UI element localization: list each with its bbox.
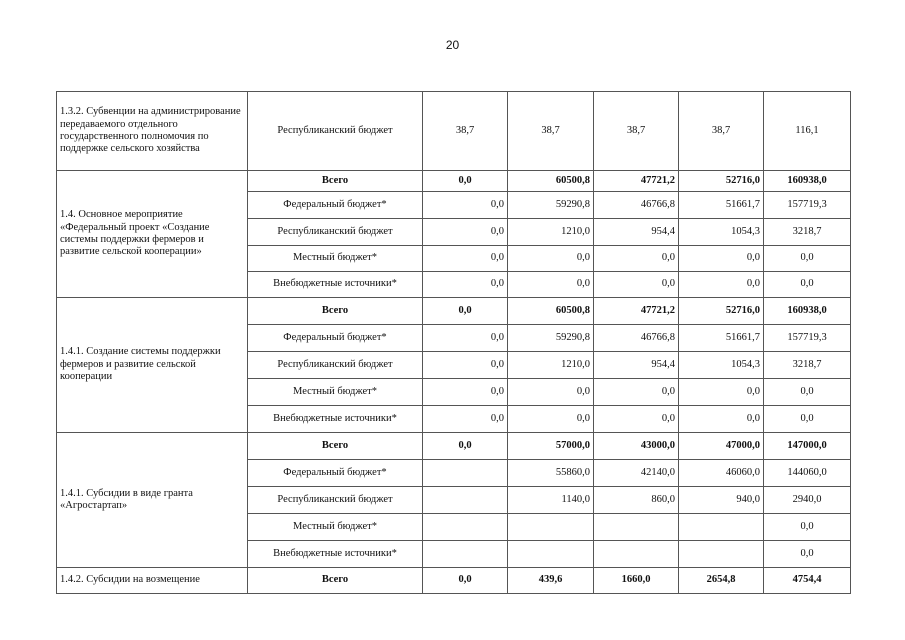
value-cell: 157719,3 [764, 325, 851, 352]
funding-source: Всего [248, 298, 423, 325]
funding-source: Республиканский бюджет [248, 219, 423, 246]
funding-source: Всего [248, 568, 423, 594]
value-cell: 0,0 [423, 568, 508, 594]
value-cell: 0,0 [679, 246, 764, 272]
value-cell: 3218,7 [764, 219, 851, 246]
value-cell: 0,0 [508, 246, 594, 272]
value-cell: 60500,8 [508, 171, 594, 192]
value-cell: 60500,8 [508, 298, 594, 325]
funding-source: Местный бюджет* [248, 514, 423, 541]
measure-name: 1.4.1. Субсидии в виде гранта «Агростартап» [57, 433, 248, 568]
value-cell: 0,0 [423, 352, 508, 379]
value-cell: 51661,7 [679, 325, 764, 352]
value-cell: 57000,0 [508, 433, 594, 460]
value-cell: 2940,0 [764, 487, 851, 514]
value-cell [594, 514, 679, 541]
value-cell: 116,1 [764, 92, 851, 171]
value-cell: 0,0 [423, 272, 508, 298]
measure-name: 1.4.2. Субсидии на возмещение [57, 568, 248, 594]
value-cell: 0,0 [764, 272, 851, 298]
budget-table [56, 91, 851, 594]
value-cell [423, 541, 508, 568]
value-cell: 47000,0 [679, 433, 764, 460]
funding-source: Местный бюджет* [248, 246, 423, 272]
value-cell: 1054,3 [679, 352, 764, 379]
value-cell [423, 514, 508, 541]
measure-name: 1.4.1. Создание системы поддержки фермеров и развитие сельской кооперации [57, 298, 248, 433]
value-cell: 52716,0 [679, 171, 764, 192]
funding-source: Всего [248, 171, 423, 192]
value-cell: 0,0 [679, 406, 764, 433]
value-cell [594, 541, 679, 568]
value-cell: 0,0 [423, 325, 508, 352]
measure-name: 1.3.2. Субвенции на администрирование передаваемого отдельного государственного полномочия по поддержке сельского хозяйства [57, 92, 248, 171]
value-cell: 0,0 [508, 379, 594, 406]
funding-source: Республиканский бюджет [248, 487, 423, 514]
funding-source: Всего [248, 433, 423, 460]
page-number: 20 [445, 38, 460, 52]
value-cell: 2654,8 [679, 568, 764, 594]
value-cell: 0,0 [679, 379, 764, 406]
value-cell: 38,7 [679, 92, 764, 171]
value-cell: 0,0 [764, 246, 851, 272]
value-cell: 157719,3 [764, 192, 851, 219]
value-cell: 0,0 [764, 541, 851, 568]
funding-source: Федеральный бюджет* [248, 192, 423, 219]
value-cell: 1210,0 [508, 219, 594, 246]
value-cell: 47721,2 [594, 171, 679, 192]
value-cell: 0,0 [594, 246, 679, 272]
value-cell: 1660,0 [594, 568, 679, 594]
value-cell [508, 514, 594, 541]
funding-source: Местный бюджет* [248, 379, 423, 406]
value-cell: 0,0 [764, 514, 851, 541]
value-cell: 0,0 [423, 406, 508, 433]
value-cell: 47721,2 [594, 298, 679, 325]
value-cell: 0,0 [423, 219, 508, 246]
value-cell: 43000,0 [594, 433, 679, 460]
value-cell: 1210,0 [508, 352, 594, 379]
value-cell: 144060,0 [764, 460, 851, 487]
value-cell: 439,6 [508, 568, 594, 594]
funding-source: Федеральный бюджет* [248, 325, 423, 352]
value-cell: 147000,0 [764, 433, 851, 460]
value-cell: 160938,0 [764, 171, 851, 192]
value-cell: 0,0 [764, 379, 851, 406]
value-cell: 59290,8 [508, 325, 594, 352]
value-cell: 1054,3 [679, 219, 764, 246]
value-cell: 59290,8 [508, 192, 594, 219]
table-row [57, 568, 851, 594]
funding-source: Внебюджетные источники* [248, 406, 423, 433]
value-cell: 46060,0 [679, 460, 764, 487]
funding-source: Республиканский бюджет [248, 92, 423, 171]
value-cell: 0,0 [764, 406, 851, 433]
value-cell [423, 487, 508, 514]
value-cell [679, 514, 764, 541]
table-row [57, 171, 851, 192]
value-cell: 954,4 [594, 352, 679, 379]
value-cell: 1140,0 [508, 487, 594, 514]
funding-source: Республиканский бюджет [248, 352, 423, 379]
value-cell: 0,0 [423, 433, 508, 460]
value-cell: 0,0 [679, 272, 764, 298]
value-cell: 46766,8 [594, 325, 679, 352]
table-row [57, 433, 851, 460]
value-cell: 0,0 [508, 406, 594, 433]
value-cell: 42140,0 [594, 460, 679, 487]
value-cell [679, 541, 764, 568]
value-cell: 954,4 [594, 219, 679, 246]
value-cell: 51661,7 [679, 192, 764, 219]
value-cell: 3218,7 [764, 352, 851, 379]
table-row [57, 92, 851, 171]
measure-name: 1.4. Основное мероприятие «Федеральный проект «Создание системы поддержки фермеров и развитие сельской кооперации» [57, 171, 248, 298]
value-cell [423, 460, 508, 487]
value-cell: 0,0 [423, 379, 508, 406]
value-cell: 0,0 [594, 406, 679, 433]
value-cell: 0,0 [594, 272, 679, 298]
value-cell: 4754,4 [764, 568, 851, 594]
funding-source: Внебюджетные источники* [248, 272, 423, 298]
funding-source: Внебюджетные источники* [248, 541, 423, 568]
value-cell: 0,0 [423, 298, 508, 325]
value-cell: 860,0 [594, 487, 679, 514]
value-cell: 38,7 [594, 92, 679, 171]
value-cell: 0,0 [423, 246, 508, 272]
value-cell: 0,0 [423, 192, 508, 219]
value-cell: 38,7 [508, 92, 594, 171]
value-cell: 52716,0 [679, 298, 764, 325]
value-cell: 940,0 [679, 487, 764, 514]
value-cell: 0,0 [423, 171, 508, 192]
value-cell: 38,7 [423, 92, 508, 171]
value-cell [508, 541, 594, 568]
table-row [57, 298, 851, 325]
value-cell: 160938,0 [764, 298, 851, 325]
value-cell: 55860,0 [508, 460, 594, 487]
value-cell: 46766,8 [594, 192, 679, 219]
funding-source: Федеральный бюджет* [248, 460, 423, 487]
value-cell: 0,0 [508, 272, 594, 298]
value-cell: 0,0 [594, 379, 679, 406]
